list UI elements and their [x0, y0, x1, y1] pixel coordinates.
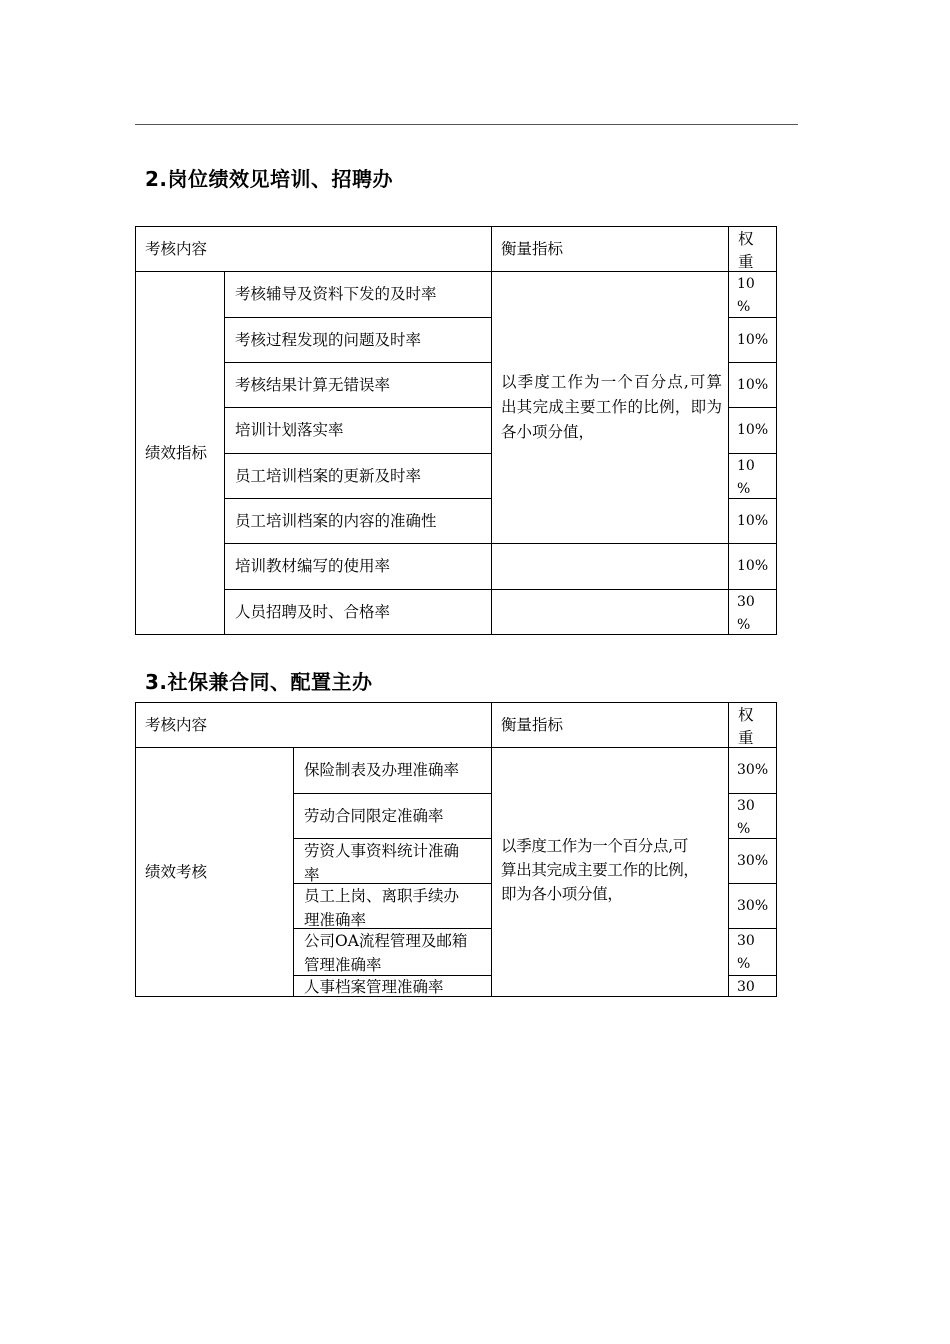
s2-item-3: 考核结果计算无错误率	[224, 362, 492, 408]
s3-weight-5	[728, 928, 777, 976]
s2-weight-1	[728, 271, 777, 318]
s3-item-5-l1: 公司OA流程管理及邮箱	[304, 932, 468, 950]
s2-indicator-empty-1	[491, 543, 729, 590]
s3-weight-4: 30%	[728, 883, 777, 929]
s2-header-weight-l2: 重	[738, 253, 754, 271]
s2-item-6: 员工培训档案的内容的准确性	[224, 498, 492, 544]
s3-item-2: 劳动合同限定准确率	[293, 793, 492, 839]
s3-item-1: 保险制表及办理准确率	[293, 747, 492, 794]
s3-item-5-l2: 管理准确率	[304, 956, 382, 974]
s2-weight-2: 10%	[728, 317, 777, 363]
s3-weight-5-l1: 30	[737, 933, 755, 949]
s3-item-3	[293, 838, 492, 884]
s3-category: 绩效考核	[135, 747, 294, 997]
s3-weight-3: 30%	[728, 838, 777, 884]
s3-indicator-text	[501, 834, 699, 906]
s3-weight-6: 30	[728, 975, 777, 997]
s2-weight-4: 10%	[728, 407, 777, 454]
s2-item-4: 培训计划落实率	[224, 407, 492, 454]
s2-header-content: 考核内容	[135, 226, 492, 272]
s2-weight-5	[728, 453, 777, 499]
s2-weight-6: 10%	[728, 498, 777, 544]
s3-item-4-l2: 理准确率	[304, 911, 367, 929]
s2-weight-8	[728, 589, 777, 635]
s3-indicator-l1: 以季度工作为一个百分点,可	[501, 837, 689, 855]
s3-weight-5-l2: %	[737, 956, 751, 972]
s2-weight-8-l2: %	[737, 617, 751, 633]
s3-indicator-l3: 即为各小项分值，	[501, 885, 623, 903]
s3-item-4	[293, 883, 492, 929]
s3-header-indicator: 衡量指标	[491, 702, 729, 748]
s2-weight-5-l1: 10	[737, 458, 755, 474]
s2-header-weight-l1: 权	[738, 230, 754, 248]
s2-item-1: 考核辅导及资料下发的及时率	[224, 271, 492, 318]
s2-weight-3: 10%	[728, 362, 777, 408]
s3-header-weight	[728, 702, 777, 748]
s2-weight-5-l2: %	[737, 481, 751, 497]
s3-item-4-l1: 员工上岗、离职手续办	[304, 887, 460, 905]
s2-item-7: 培训教材编写的使用率	[224, 543, 492, 590]
s3-item-6: 人事档案管理准确率	[293, 975, 492, 997]
s2-indicator-text: 以季度工作为一个百分点,可算出其完成主要工作的比例，即为各小项分值，	[501, 373, 722, 441]
s2-weight-1-l2: %	[737, 299, 751, 315]
s2-indicator-empty-2	[491, 589, 729, 635]
s3-indicator-l2: 算出其完成主要工作的比例，	[501, 861, 699, 879]
s2-weight-8-l1: 30	[737, 594, 755, 610]
s3-item-3-l1: 劳资人事资料统计准确	[304, 842, 460, 860]
s2-item-2: 考核过程发现的问题及时率	[224, 317, 492, 363]
s3-weight-1: 30%	[728, 747, 777, 794]
section3-heading: 3.社保兼合同、配置主办	[145, 670, 373, 694]
s3-weight-2-l1: 30	[737, 798, 755, 814]
s3-header-weight-l2: 重	[738, 729, 754, 747]
s2-weight-7: 10%	[728, 543, 777, 590]
s2-header-weight	[728, 226, 777, 272]
header-rule	[135, 124, 798, 125]
s3-header-weight-l1: 权	[738, 706, 754, 724]
s3-header-content: 考核内容	[135, 702, 492, 748]
s3-item-5	[293, 928, 492, 976]
s2-header-indicator: 衡量指标	[491, 226, 729, 272]
s3-weight-2-l2: %	[737, 821, 751, 837]
s2-indicator	[491, 271, 729, 544]
section2-heading: 2.岗位绩效见培训、招聘办	[145, 167, 394, 191]
s2-item-5: 员工培训档案的更新及时率	[224, 453, 492, 499]
s3-weight-2	[728, 793, 777, 839]
s2-item-8: 人员招聘及时、合格率	[224, 589, 492, 635]
s3-item-3-l2: 率	[304, 866, 320, 884]
s2-category: 绩效指标	[135, 271, 225, 635]
s3-indicator	[491, 747, 729, 997]
s2-weight-1-l1: 10	[737, 276, 755, 292]
